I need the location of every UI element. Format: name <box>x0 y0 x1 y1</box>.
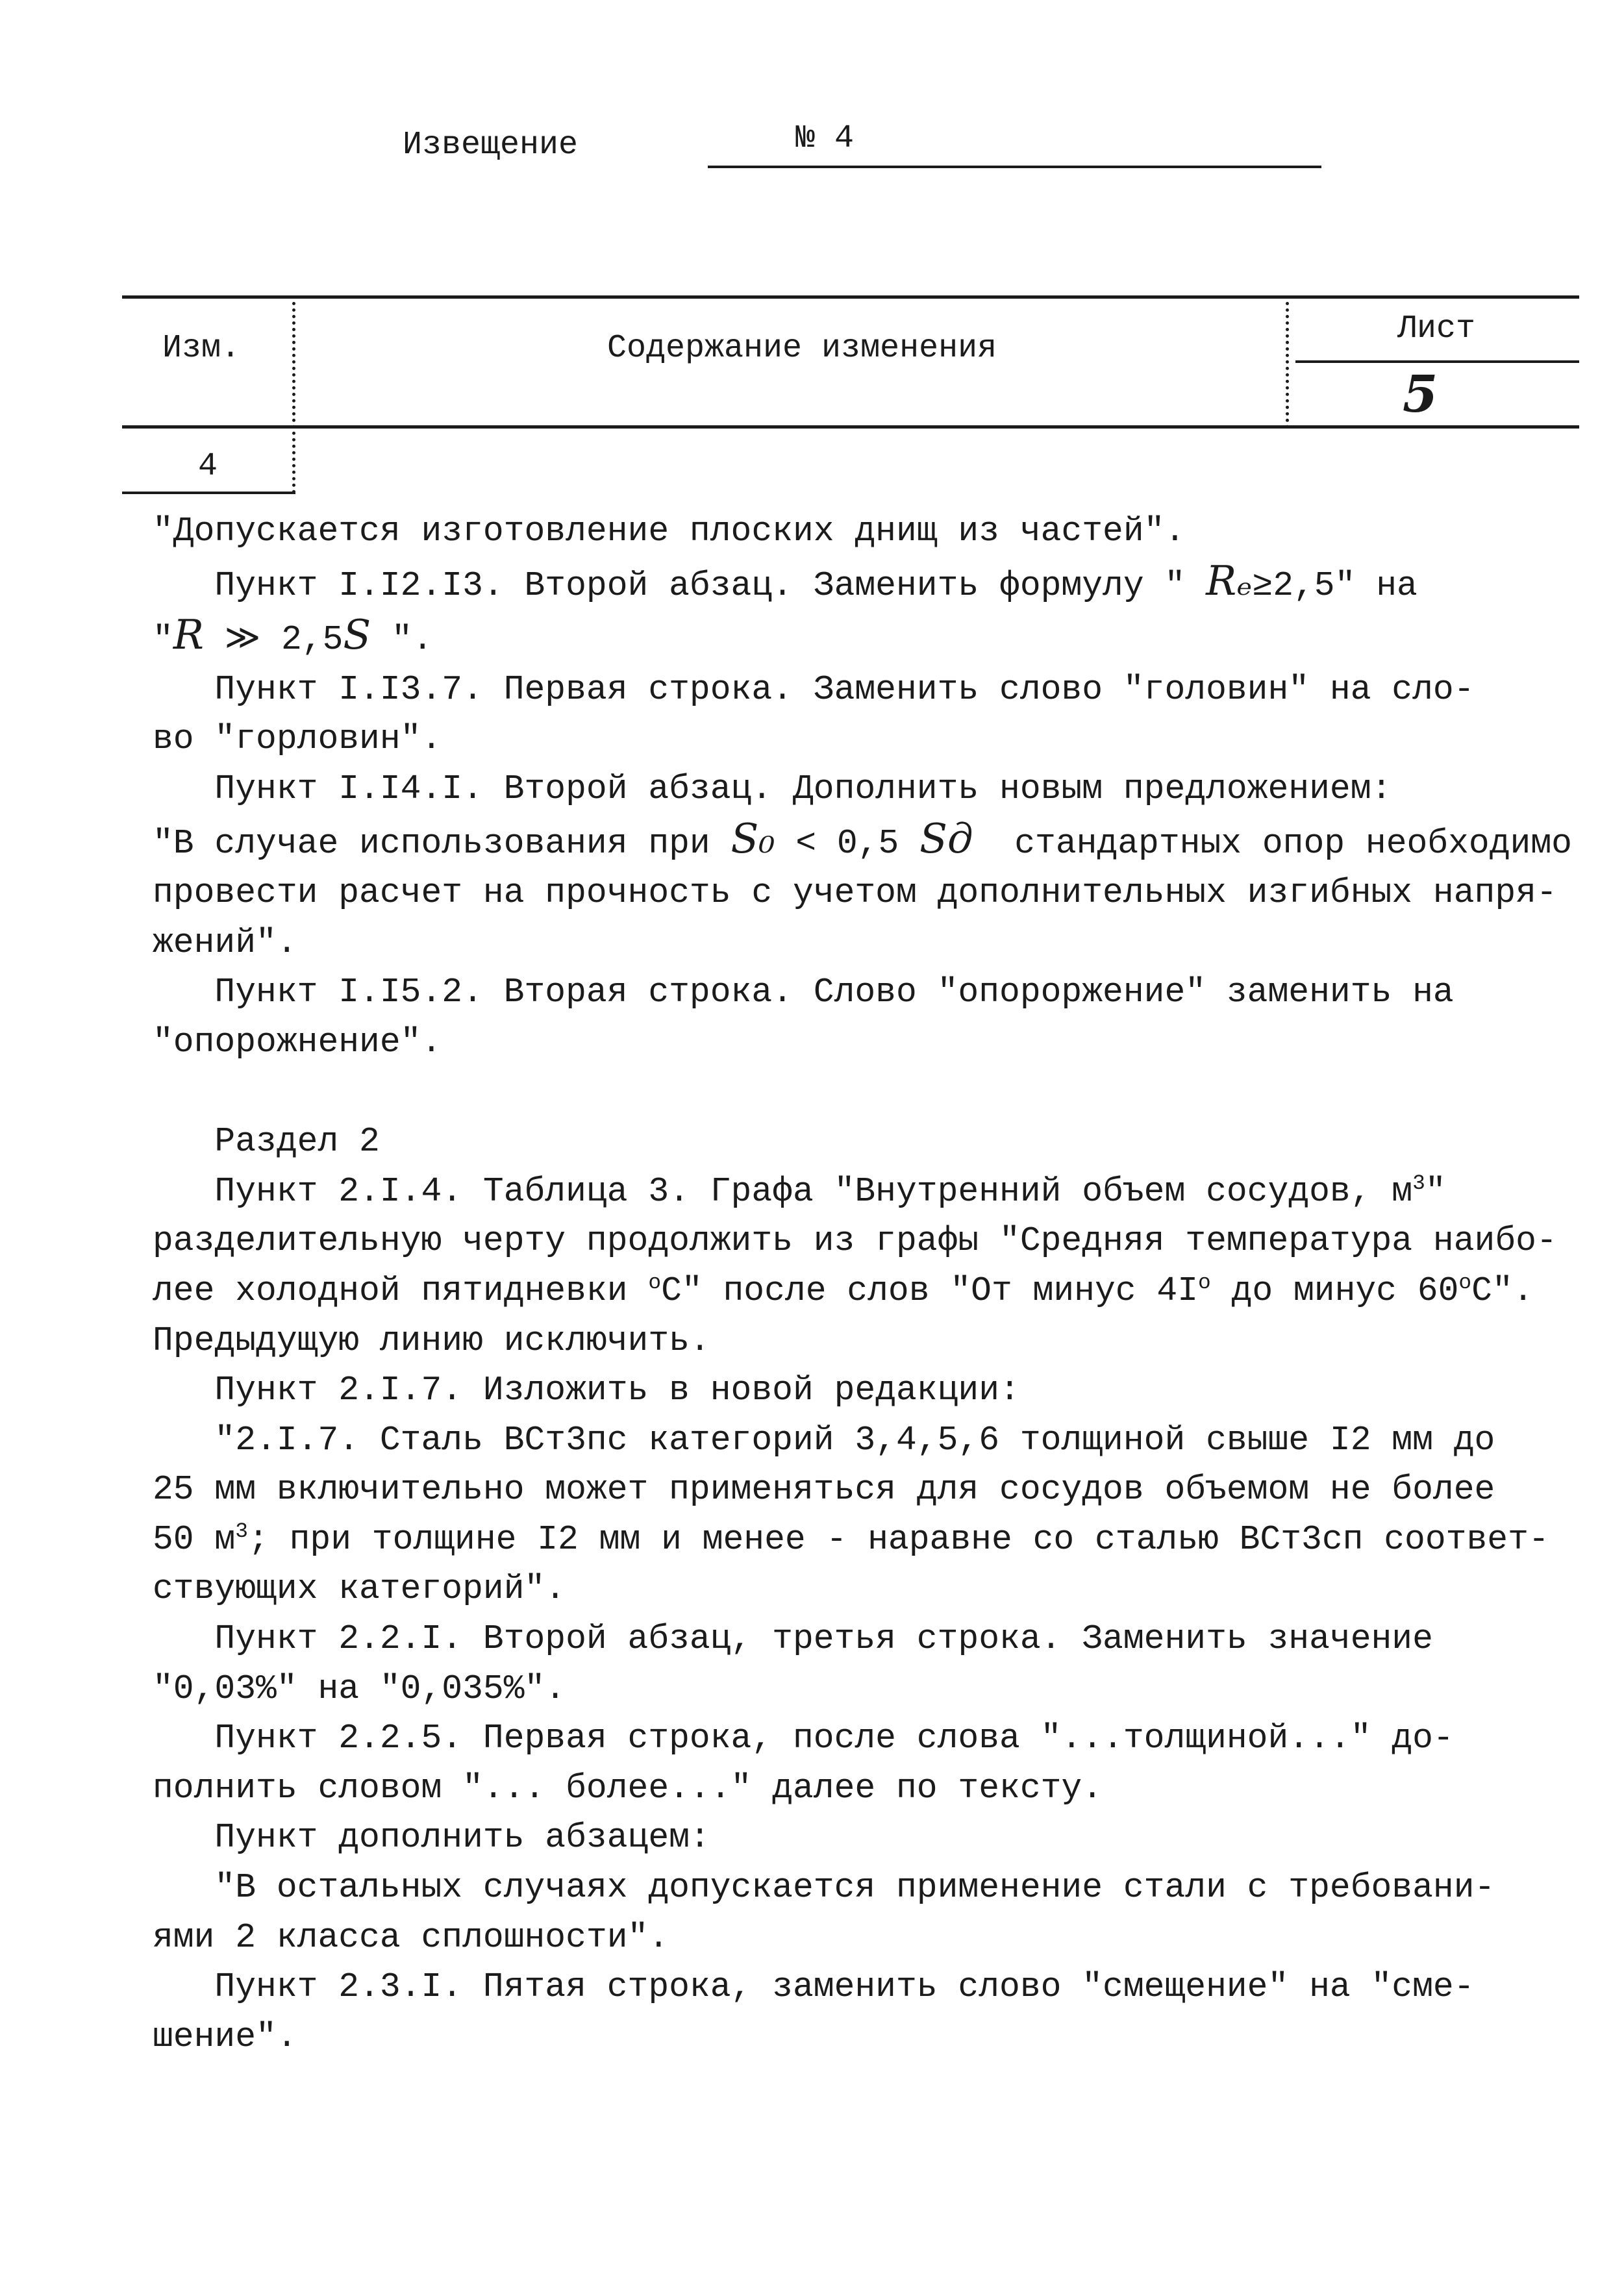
text-line: Пункт 2.3.I. Пятая строка, заменить слово "смещение" на "сме- <box>153 1967 1475 2007</box>
superscript: o <box>1198 1270 1211 1295</box>
text-line: ями 2 класса сплошности". <box>153 1917 669 1957</box>
text-segment: Пункт 2.I.4. Таблица 3. Графа "Внутренний объем сосудов, м <box>153 1171 1413 1211</box>
text-line: Пункт 2.I.7. Изложить в новой редакции: <box>153 1371 1020 1410</box>
superscript: 3 <box>235 1519 248 1543</box>
notice-number: № 4 <box>795 120 855 157</box>
change-number-underline <box>122 492 295 494</box>
change-number: 4 <box>198 448 218 485</box>
text-segment: лее холодной пятидневки <box>153 1271 649 1310</box>
text-segment: " <box>1425 1171 1446 1211</box>
handwritten-symbol: ₀ <box>758 814 775 862</box>
text-line: Пункт I.I3.7. Первая строка. Заменить слово "головин" на сло- <box>153 669 1475 709</box>
text-segment: ". <box>371 620 433 660</box>
text-line: "0,03%" на "0,035%". <box>153 1669 566 1708</box>
text-segment: 50 м <box>153 1519 236 1559</box>
text-line: 25 мм включительно может применяться для сосудов объемом не более <box>153 1470 1495 1510</box>
amendment-text <box>153 506 1572 2062</box>
handwritten-symbol: R <box>1206 556 1237 605</box>
text-line <box>153 814 1572 869</box>
handwritten-symbol: S <box>731 814 759 862</box>
text-line: Раздел 2 <box>153 1122 380 1162</box>
text-line: Пункт 2.2.I. Второй абзац, третья строка. Заменить значение <box>153 1619 1433 1659</box>
column-divider-left <box>292 295 295 493</box>
text-line: ствующих категорий". <box>153 1569 566 1609</box>
text-line: провести расчет на прочность с учетом дополнительных изгибных напря- <box>153 873 1557 913</box>
text-line: Пункт дополнить абзацем: <box>153 1818 710 1858</box>
text-segment: Пункт I.I2.I3. Второй абзац. Заменить формулу " <box>153 566 1206 605</box>
text-line <box>153 1266 1549 1316</box>
text-line: "2.I.7. Сталь ВСт3пс категорий 3,4,5,6 толщиной свыше I2 мм до <box>153 1420 1495 1460</box>
text-segment: стандартных опор необходимо <box>973 823 1572 863</box>
handwritten-symbol: д <box>947 814 973 862</box>
text-line: "В остальных случаях допускается применение стали с требовани- <box>153 1868 1495 1908</box>
notice-label: Извещение <box>403 127 579 164</box>
text-segment: C". <box>1471 1271 1534 1310</box>
sheet-divider-rule <box>1295 360 1579 363</box>
handwritten-symbol: ₑ <box>1236 556 1253 605</box>
text-segment: C" после слов "От минус 4I <box>661 1271 1198 1310</box>
text-line <box>153 556 1549 611</box>
handwritten-symbol: S <box>343 611 371 659</box>
text-segment: ; при толщине I2 мм и менее - наравне со сталью ВСт3сп соответ- <box>247 1519 1549 1559</box>
text-line <box>153 1167 1549 1217</box>
text-line <box>153 610 1549 665</box>
text-segment: " <box>153 620 173 660</box>
superscript: o <box>1458 1270 1472 1295</box>
text-line <box>153 1067 1549 1117</box>
text-line: Пункт 2.2.5. Первая строка, после слова "...толщиной..." до- <box>153 1719 1454 1758</box>
table-bottom-rule <box>122 425 1579 429</box>
text-line: полнить словом "... более..." далее по тексту. <box>153 1768 1103 1808</box>
handwritten-symbol: R <box>173 611 204 659</box>
column-header-content: Содержание изменения <box>607 330 997 367</box>
text-segment: до минус 60 <box>1210 1271 1459 1310</box>
column-header-sheet: Лист <box>1397 310 1476 347</box>
sheet-number: 5 <box>1403 365 1438 424</box>
column-divider-right <box>1286 295 1289 429</box>
superscript: o <box>648 1270 662 1295</box>
text-line: Пункт I.I4.I. Второй абзац. Дополнить новым предложением: <box>153 769 1392 808</box>
text-line: "Допускается изготовление плоских днищ из частей". <box>153 512 1186 551</box>
text-line: разделительную черту продолжить из графы "Средняя температура наибо- <box>153 1221 1557 1261</box>
text-line: жений". <box>153 923 297 962</box>
text-line: во "горловин". <box>153 719 442 759</box>
text-segment: < 0,5 <box>775 823 920 863</box>
text-line <box>153 1515 1549 1565</box>
text-line: "опорожнение". <box>153 1022 442 1062</box>
table-top-rule <box>122 295 1579 299</box>
column-header-change: Изм. <box>162 330 241 367</box>
text-line: шение". <box>153 2017 297 2056</box>
superscript: 3 <box>1412 1171 1425 1195</box>
text-segment: "В случае использования при <box>153 823 731 863</box>
text-segment: ≫ 2,5 <box>203 620 344 660</box>
notice-number-underline <box>708 166 1321 168</box>
text-line: Пункт I.I5.2. Вторая строка. Слово "опороржение" заменить на <box>153 973 1454 1012</box>
text-line: Предыдущую линию исключить. <box>153 1321 710 1360</box>
text-segment: ≥2,5" на <box>1252 566 1418 605</box>
handwritten-symbol: S <box>919 814 947 862</box>
